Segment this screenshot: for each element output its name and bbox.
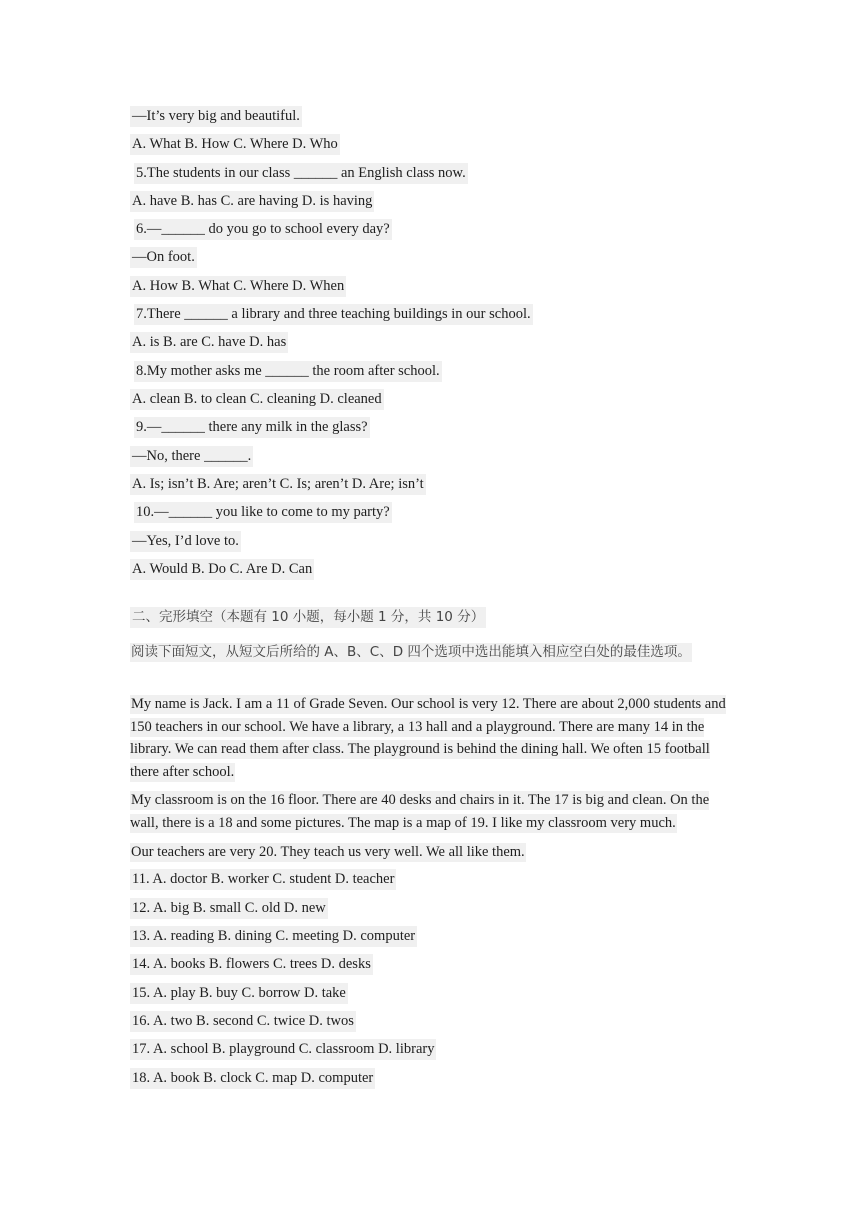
option-line-16: 16. A. two B. second C. twice D. twos xyxy=(130,1011,356,1032)
choice-line: A. clean B. to clean C. cleaning D. cleaned xyxy=(130,389,384,410)
option-line-17: 17. A. school B. playground C. classroom D. library xyxy=(130,1039,436,1060)
choice-line: A. Is; isn’t B. Are; aren’t C. Is; aren’t D. Are; isn’t xyxy=(130,474,426,495)
passage-text: Our teachers are very 20. They teach us very well. We all like them. xyxy=(131,844,525,860)
question-7: 7.There ______ a library and three teaching buildings in our school. xyxy=(134,304,533,325)
choice-line: A. have B. has C. are having D. is having xyxy=(130,191,374,212)
passage-paragraph-3 xyxy=(130,841,734,864)
passage-text: My classroom is on the 16 floor. There are 40 desks and chairs in it. The 17 is big and clean. On the wall, there is a 18 and some pictures. The map is a map of 19. I like my classroom very much. xyxy=(130,792,710,831)
choice-line: A. Would B. Do C. Are D. Can xyxy=(130,559,314,580)
answer-line: —Yes, I’d love to. xyxy=(130,531,241,552)
question-5: 5.The students in our class ______ an English class now. xyxy=(134,163,468,184)
option-line-15: 15. A. play B. buy C. borrow D. take xyxy=(130,983,348,1004)
answer-line: —No, there ______. xyxy=(130,446,253,467)
answer-line: —On foot. xyxy=(130,247,197,268)
option-line-18: 18. A. book B. clock C. map D. computer xyxy=(130,1068,375,1089)
question-9: 9.—______ there any milk in the glass? xyxy=(134,417,370,438)
option-line-12: 12. A. big B. small C. old D. new xyxy=(130,898,328,919)
passage-text: My name is Jack. I am a 11 of Grade Seven. Our school is very 12. There are about 2,000 students and 150 teachers in our school. We have a library, a 13 hall and a playground. There are many 14 in the library. We can read them after class. The playground is behind the dining hall. We often 15 football there after school. xyxy=(130,696,726,780)
choice-line: A. is B. are C. have D. has xyxy=(130,332,288,353)
question-8: 8.My mother asks me ______ the room after school. xyxy=(134,361,442,382)
question-10: 10.—______ you like to come to my party? xyxy=(134,502,392,523)
instruction-paragraph xyxy=(130,641,734,664)
instruction-text: 阅读下面短文，从短文后所给的 A、B、C、D 四个选项中选出能填入相应空白处的最佳选项。 xyxy=(131,644,691,660)
question-6: 6.—______ do you go to school every day? xyxy=(134,219,392,240)
option-line-13: 13. A. reading B. dining C. meeting D. computer xyxy=(130,926,417,947)
passage-paragraph-2 xyxy=(130,789,734,834)
section-heading: 二、完形填空（本题有 10 小题，每小题 1 分，共 10 分） xyxy=(130,607,486,628)
option-line-14: 14. A. books B. flowers C. trees D. desks xyxy=(130,954,373,975)
choice-line: A. How B. What C. Where D. When xyxy=(130,276,346,297)
choice-line: A. What B. How C. Where D. Who xyxy=(130,134,340,155)
passage-paragraph-1 xyxy=(130,693,734,783)
option-line-11: 11. A. doctor B. worker C. student D. teacher xyxy=(130,869,396,890)
answer-line: —It’s very big and beautiful. xyxy=(130,106,302,127)
